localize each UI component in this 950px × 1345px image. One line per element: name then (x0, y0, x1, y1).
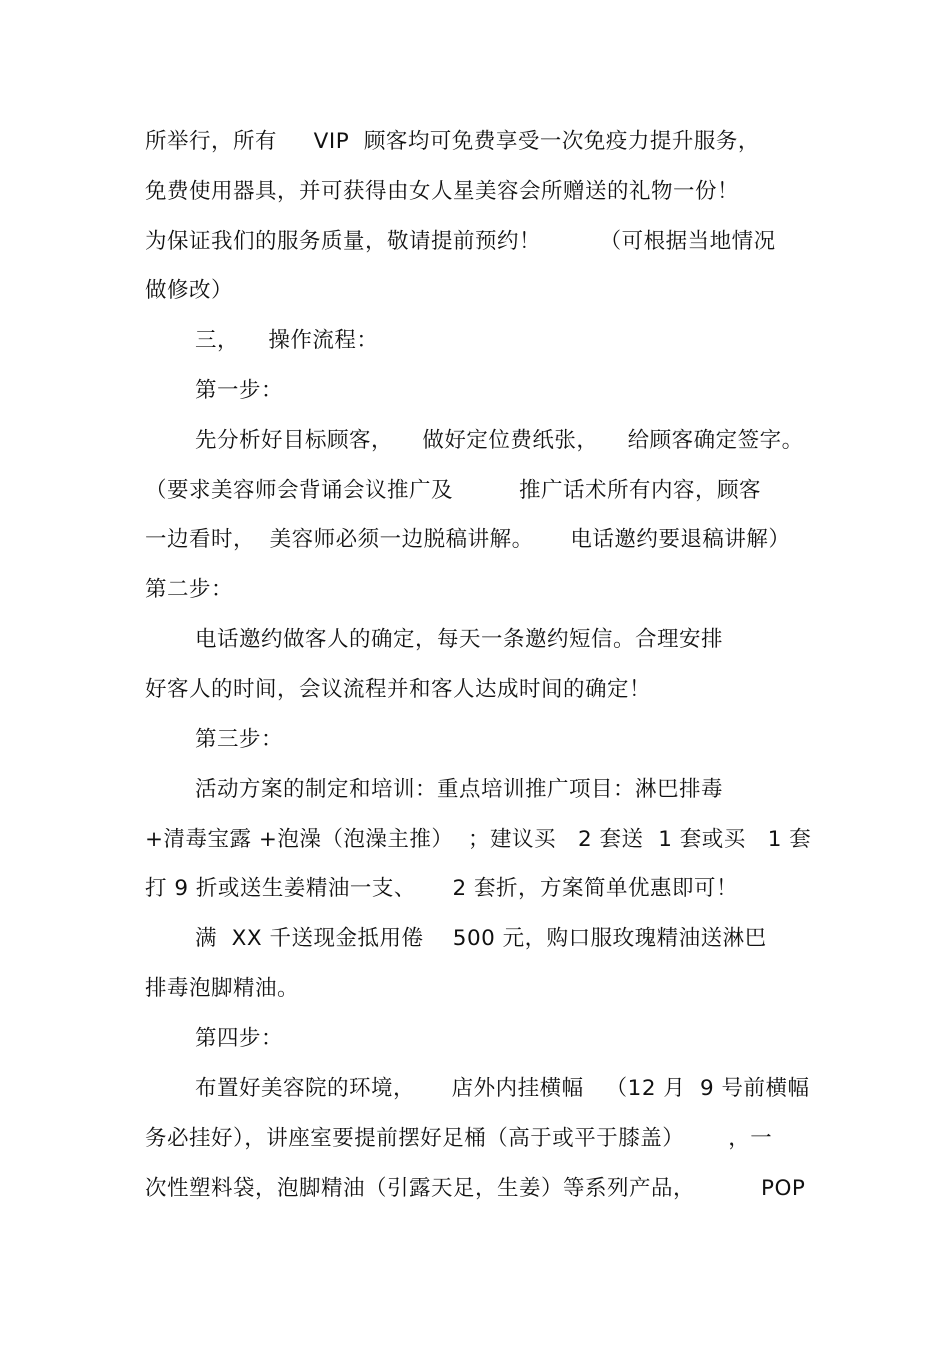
text-line: 电话邀约做客人的确定，每天一条邀约短信。合理安排 (195, 627, 724, 652)
text-line: 次性塑料袋，泡脚精油（引露天足，生姜）等系列产品， POP (145, 1176, 806, 1201)
text-line: （要求美容师会背诵会议推广及 推广话术所有内容，顾客 (145, 478, 762, 503)
text-line: 满 XX 千送现金抵用倦 500 元，购口服玫瑰精油送淋巴 (195, 926, 767, 951)
text-line: 排毒泡脚精油。 (145, 976, 300, 1001)
section-heading: 三， 操作流程： (195, 328, 379, 353)
text-line: 免费使用器具，并可获得由女人星美容会所赠送的礼物一份！ (145, 179, 740, 204)
text-line: 好客人的时间，会议流程并和客人达成时间的确定！ (145, 677, 652, 702)
step-heading: 第二步： (145, 577, 234, 602)
text-line: 做修改） (145, 278, 234, 303)
text-line: 为保证我们的服务质量，敬请提前预约！ （可根据当地情况 (145, 229, 776, 254)
text-line: 务必挂好），讲座室要提前摆好足桶（高于或平于膝盖） ，一 (145, 1126, 773, 1151)
text-line: 布置好美容院的环境， 店外内挂横幅 （12 月 9 号前横幅 (195, 1076, 810, 1101)
text-line: +清毒宝露 +泡澡（泡澡主推） ；建议买 2 套送 1 套或买 1 套 (145, 827, 812, 852)
text-line: 一边看时， 美容师必须一边脱稿讲解。 电话邀约要退稿讲解） (145, 527, 791, 552)
step-heading: 第一步： (195, 378, 284, 403)
text-line: 先分析好目标顾客， 做好定位费纸张， 给顾客确定签字。 (195, 428, 804, 453)
step-heading: 第三步： (195, 727, 284, 752)
text-line: 打 9 折或送生姜精油一支、 2 套折，方案简单优惠即可！ (145, 876, 739, 901)
text-line: 所举行，所有 VIP 顾客均可免费享受一次免疫力提升服务， (145, 129, 760, 154)
step-heading: 第四步： (195, 1026, 284, 1051)
text-line: 活动方案的制定和培训：重点培训推广项目：淋巴排毒 (195, 777, 724, 802)
